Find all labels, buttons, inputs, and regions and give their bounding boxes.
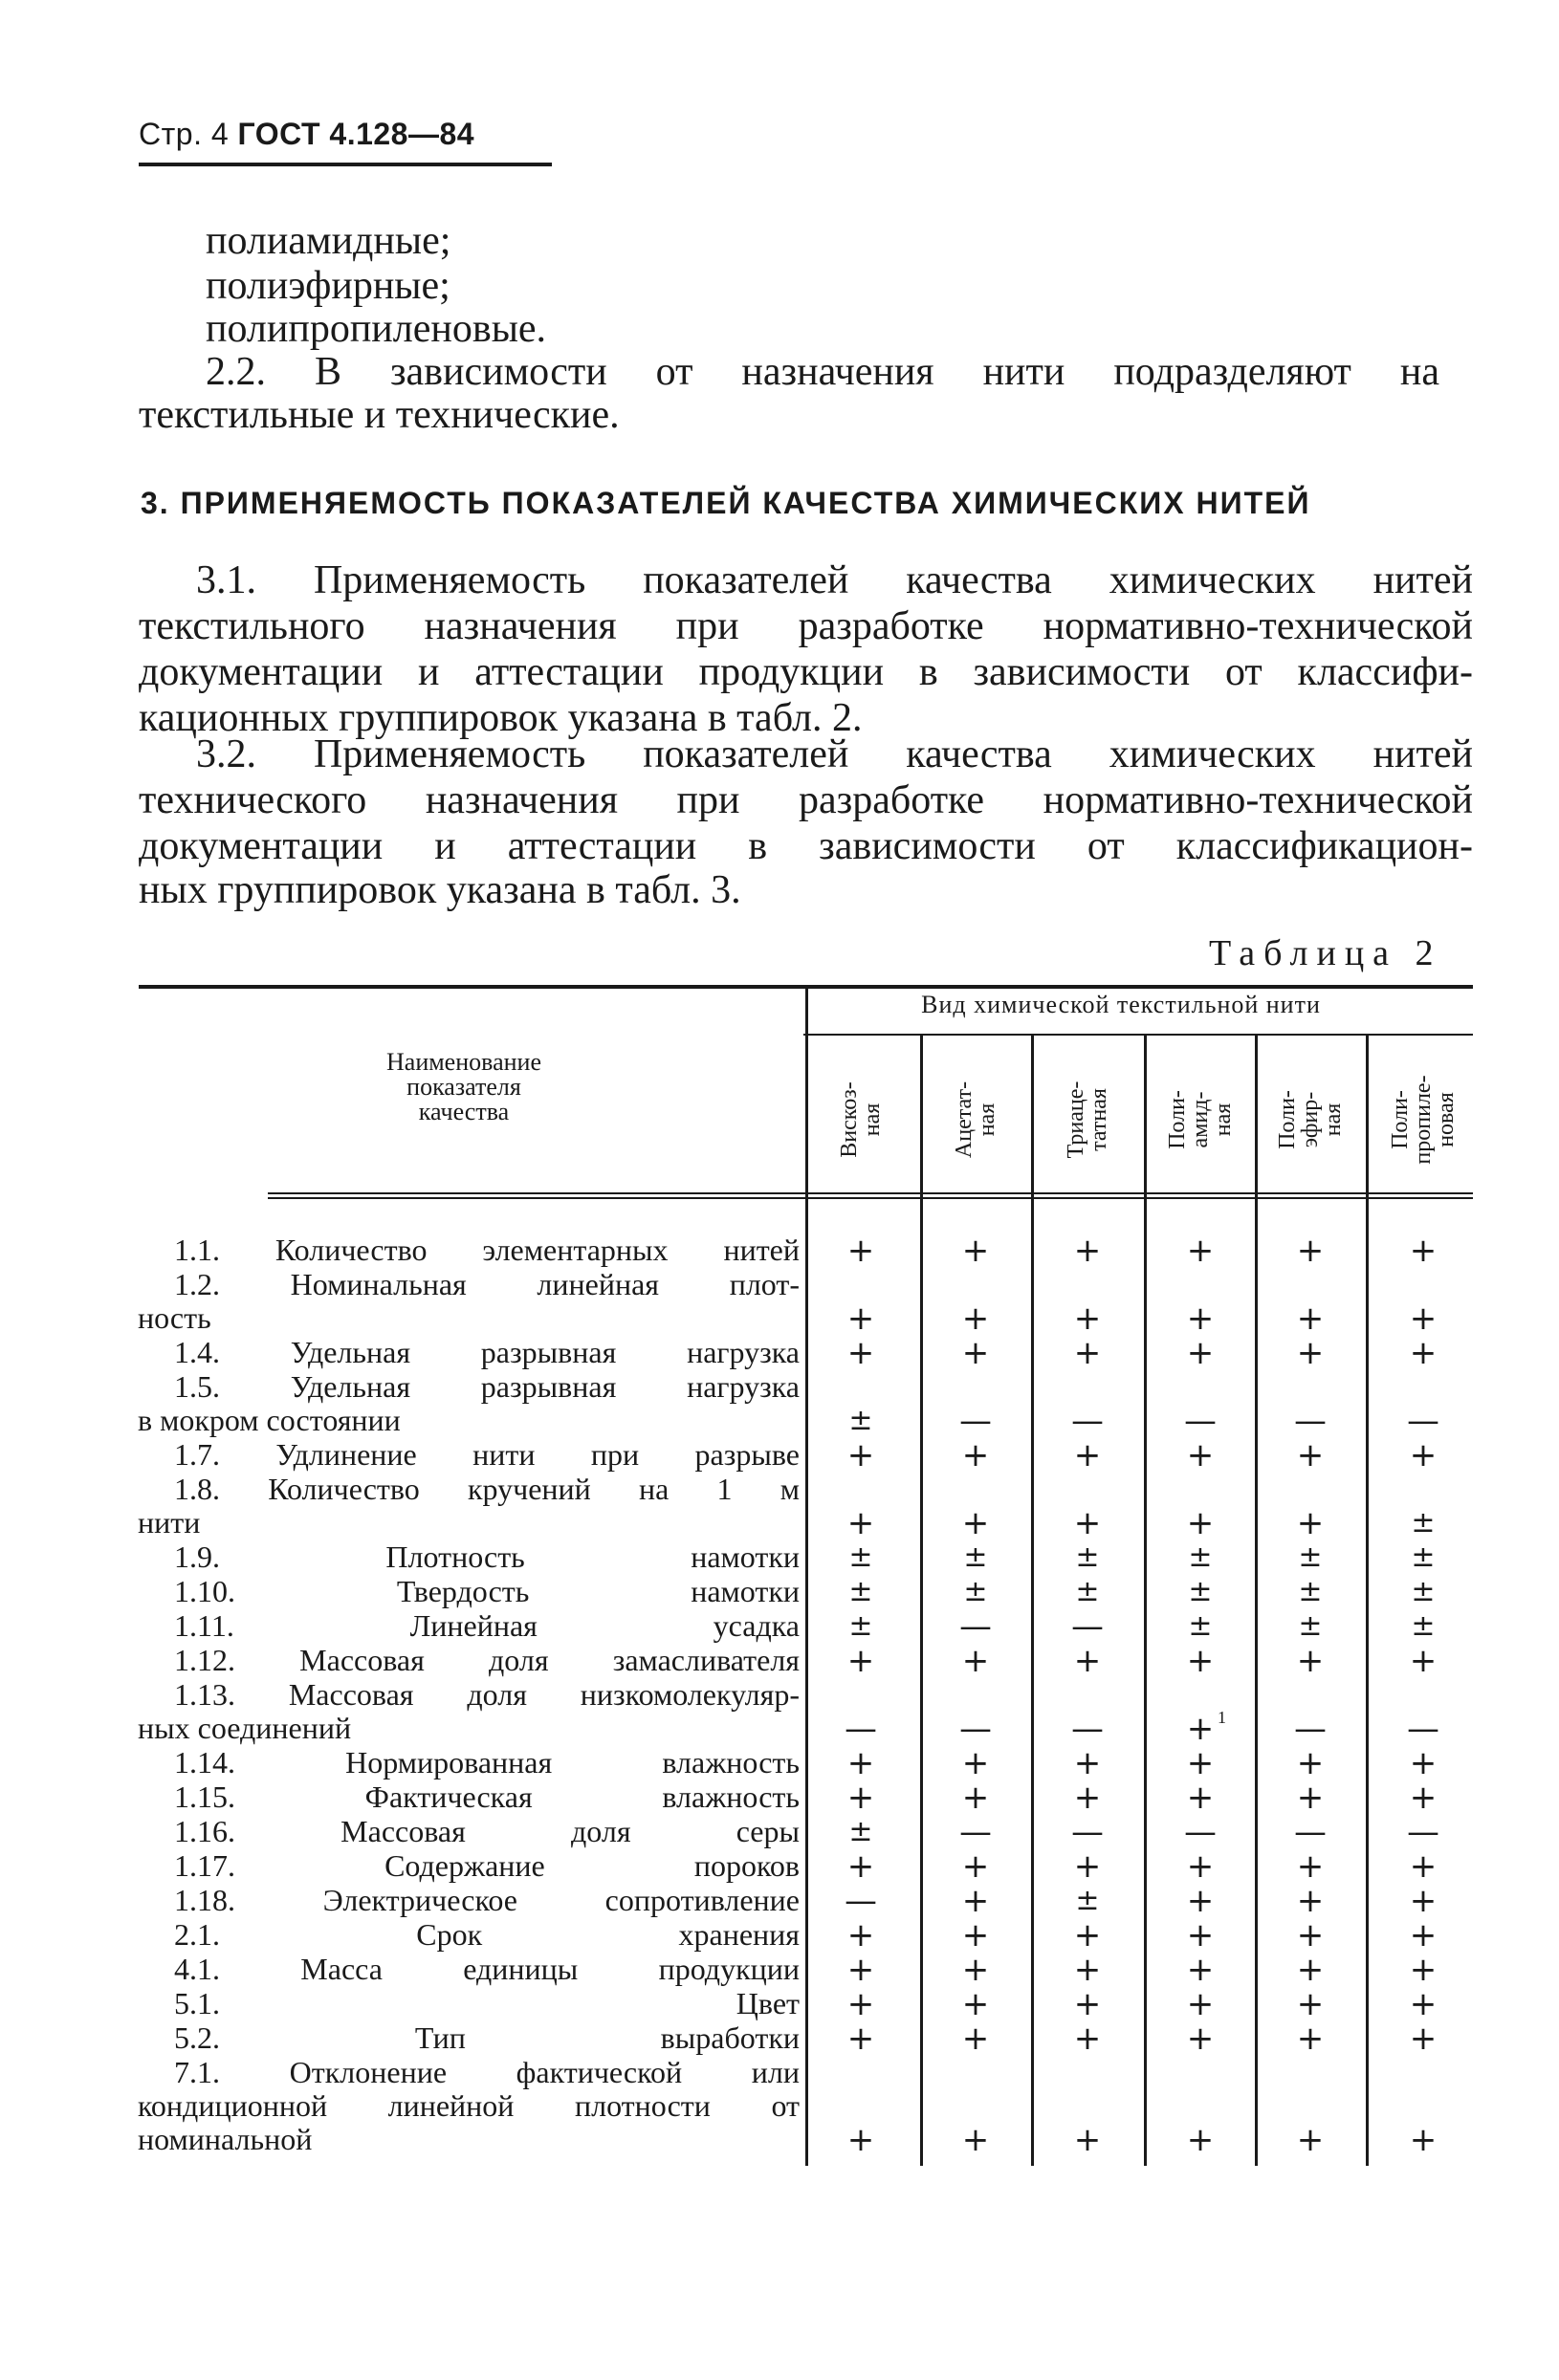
table-row-name-line: номинальной [138,2122,313,2156]
table-cell: + [1186,1642,1215,1680]
table-cell: + [961,1232,990,1270]
fiber-column-header-line: новая [1434,1092,1459,1147]
table-cell: ± [1075,1884,1100,1917]
fiber-column-header-label [1389,1075,1458,1164]
table-cell: + [961,1504,990,1542]
table-cell: ± [1411,1575,1436,1608]
table-row-name [138,1884,800,1917]
table-cell: + [1186,1951,1215,1989]
fiber-column-header [1257,1037,1364,1202]
table-caption: Таблица 2 [1209,933,1442,973]
table-column-divider [1144,1036,1147,2166]
paragraph-3-2-line: технического назначения при разработке нормативно-технической [139,778,1473,822]
table-cell: ± [1411,1506,1436,1539]
table-cell: + [1296,1882,1325,1920]
table-cell: ± [963,1540,988,1574]
table-row-name [138,1953,800,1986]
fiber-type-group-header: Вид химической текстильной нити [921,991,1321,1018]
table-cell: + [961,2020,990,2058]
table-cell: + [846,1299,875,1338]
table-cell: + [1296,1504,1325,1542]
table-cell: + [1186,1299,1215,1338]
table-cell: + [961,1951,990,1989]
table-cell: + [961,1847,990,1886]
fiber-column-header [1370,1037,1477,1202]
table-row-name [138,1780,800,1814]
table-cell: + [1186,1436,1215,1474]
table-cell: — [1294,1710,1327,1748]
table-cell: + [1186,1334,1215,1372]
name-column-header-line: Наименование [386,1048,541,1076]
fiber-column-header-line: ная [1321,1103,1346,1137]
paragraph-3-2-line: ных группировок указана в табл. 3. [139,868,741,912]
table-row-name [138,1234,800,1267]
table-cell: + [1186,1232,1215,1270]
standard-number: ГОСТ 4.128—84 [237,117,475,151]
table-row-name [138,1918,800,1952]
fiber-column-header-line: Триаце- [1064,1081,1088,1159]
table-cell: + [961,1299,990,1338]
table-cell: — [845,1882,877,1920]
table-cell: + [846,1436,875,1474]
table-cell: + [1073,1504,1102,1542]
intro-line-polyamide: полиамидные; [206,219,451,263]
table-cell: + [1073,1642,1102,1680]
table-cell: + [961,1436,990,1474]
table-row-name-line: 1.14. Нормированная влажность [174,1745,800,1780]
table-row-name [138,1540,800,1574]
table-cell: + [1409,1642,1438,1680]
footnote-marker: 1 [1218,1708,1226,1727]
paragraph-2-2-line: текстильные и технические. [139,393,620,437]
table-row-name [138,1268,800,1335]
table-cell: ± [1411,1609,1436,1643]
fiber-column-header-line: амид- [1188,1091,1213,1148]
table-cell: — [845,1710,877,1748]
table-cell: + [846,1985,875,2023]
table-cell: + [1073,1916,1102,1954]
table-cell: ± [963,1575,988,1608]
fiber-column-header-line: Поли- [1275,1090,1300,1149]
fiber-column-header [1034,1037,1141,1202]
table-row-name [138,1609,800,1643]
intro-line-polyester: полиэфирные; [206,264,450,308]
table-cell: + [846,1744,875,1782]
paragraph-2-2-line: 2.2. В зависимости от назначения нити подразделяют на [206,350,1439,394]
table-cell: + [1186,1710,1215,1748]
table-cell: ± [1188,1575,1213,1608]
table-row-name [138,1438,800,1472]
table-cell: — [959,1813,992,1851]
intro-line-polypropylene: полипропиленовые. [206,307,547,351]
fiber-column-header-line: Поли- [1165,1090,1190,1149]
table-row-name [138,1473,800,1539]
table-cell: ± [1075,1540,1100,1574]
table-cell: + [1296,2121,1325,2159]
table-row-name [138,2056,800,2156]
page-number: Стр. 4 [139,117,230,151]
fiber-column-header [1147,1037,1254,1202]
table-cell: + [1186,1744,1215,1782]
table-row-name-line: кондиционной линейной плотности от [138,2088,800,2123]
paragraph-3-1-line: документации и аттестации продукции в зависимости от классифи- [139,650,1473,694]
table-cell: + [1296,1985,1325,2023]
table-cell: + [1409,1847,1438,1886]
table-row-name [138,1336,800,1369]
table-cell: + [961,1779,990,1817]
fiber-column-header [807,1037,914,1202]
table-row-name-line: нити [138,1505,201,1539]
table-cell: + [1073,1779,1102,1817]
table-cell: + [1409,1334,1438,1372]
table-cell: + [846,1779,875,1817]
table-cell: — [1184,1813,1217,1851]
table-row-name [138,1644,800,1677]
paragraph-3-1-line: текстильного назначения при разработке нормативно-технической [139,604,1473,648]
table-row-name-line: 1.12. Массовая доля замасливателя [174,1643,800,1677]
table-row-name [138,1987,800,2020]
table-cell: + [1073,1232,1102,1270]
table-cell: + [1296,1642,1325,1680]
table-cell: + [1409,1916,1438,1954]
table-cell: ± [848,1540,873,1574]
table-cell: + [846,2020,875,2058]
table-cell: + [1073,1299,1102,1338]
table-row-name-line: 1.18. Электрическое сопротивление [174,1883,800,1917]
fiber-column-header-label [838,1081,884,1157]
table-cell: + [1186,1847,1215,1886]
table-cell: — [959,1607,992,1646]
table-cell: + [1296,1744,1325,1782]
table-cell: + [846,1504,875,1542]
table-cell: ± [1298,1609,1323,1643]
table-cell: + [961,1916,990,1954]
table-cell: + [1409,1779,1438,1817]
table-cell: — [959,1402,992,1440]
fiber-column-header-line: эфир- [1298,1091,1323,1148]
table-cell: — [1294,1402,1327,1440]
table-cell: + [1186,1779,1215,1817]
table-cell: + [1073,1951,1102,1989]
table-cell: + [1186,2020,1215,2058]
table-cell: + [1409,1951,1438,1989]
table-cell: + [1409,1985,1438,2023]
fiber-column-header-label [1166,1090,1235,1149]
table-cell: + [961,1882,990,1920]
table-row-name-line: 1.1. Количество элементарных нитей [174,1233,800,1267]
table-row-name-line: 1.8. Количество кручений на 1 м [174,1472,800,1506]
table-row-name [138,2021,800,2055]
table-cell: + [1409,2020,1438,2058]
table-row-name-line: 7.1. Отклонение фактической или [174,2055,800,2089]
table-cell: ± [1075,1575,1100,1608]
fiber-column-header-line: ная [1211,1103,1236,1137]
table-row-name-line: 1.16. Массовая доля серы [174,1814,800,1848]
table-row-name-line: 4.1. Масса единицы продукции [174,1952,800,1986]
table-row-name-line: ность [138,1300,211,1335]
table-row-name [138,1678,800,1745]
paragraph-3-1-line: кационных группировок указана в табл. 2. [139,696,863,740]
fiber-column-header-line: Вискоз- [837,1081,862,1158]
table-row-name-line: 1.13. Массовая доля низкомолекуляр- [174,1677,800,1712]
paragraph-2-2 [206,349,1439,395]
table-cell: — [959,1710,992,1748]
table-cell: + [1296,1436,1325,1474]
table-cell: ± [1411,1540,1436,1574]
table-cell: + [1186,2121,1215,2159]
table-cell: + [1073,1334,1102,1372]
table-cell: + [961,1334,990,1372]
table-cell: + [1296,1916,1325,1954]
fiber-column-header-label [953,1081,999,1158]
table-cell: — [1071,1402,1104,1440]
table-cell: + [846,1334,875,1372]
fiber-column-header-label [1276,1090,1345,1149]
table-cell: ± [1298,1540,1323,1574]
table-row-name-line: 1.17. Содержание пороков [174,1848,800,1883]
fiber-column-header-line: Поли- [1388,1090,1413,1149]
table-cell: + [1296,1334,1325,1372]
table-cell: + [1073,1744,1102,1782]
table-cell: — [1184,1402,1217,1440]
fiber-column-header-line: ная [860,1103,885,1137]
name-column-header-line: качества [418,1098,510,1125]
name-column-header [287,1050,641,1124]
table-cell: + [961,1985,990,2023]
table-cell: + [1409,1744,1438,1782]
table-cell: — [1071,1607,1104,1646]
fiber-column-header-line: Ацетат- [952,1081,977,1159]
table-cell: + [1073,1436,1102,1474]
table-cell: + [1186,1916,1215,1954]
table-cell: + [1296,1232,1325,1270]
table-row-name-line: в мокром состоянии [138,1403,401,1437]
table-cell: ± [848,1815,873,1848]
table-row-name-line: 1.10. Твердость намотки [174,1574,800,1608]
table-row-name-line: 1.4. Удельная разрывная нагрузка [174,1335,800,1369]
table-cell: ± [1298,1575,1323,1608]
section-title: 3. ПРИМЕНЯЕМОСТЬ ПОКАЗАТЕЛЕЙ КАЧЕСТВА ХИМИЧЕСКИХ НИТЕЙ [141,486,1311,520]
table-row-name [138,1370,800,1437]
table-row-name [138,1815,800,1848]
table-cell: — [1407,1813,1439,1851]
table-cell: + [846,1951,875,1989]
table-cell: + [1186,1985,1215,2023]
table-row-name-line: 1.11. Линейная усадка [174,1608,800,1643]
table-cell: — [1071,1710,1104,1748]
table-row-name-line: 5.2. Тип выработки [174,2020,800,2055]
table-cell: — [1407,1402,1439,1440]
page-header [139,117,474,152]
table-cell: + [1296,1951,1325,1989]
header-divider [139,163,552,166]
table-row-name-line: 5.1. Цвет [174,1986,800,2020]
table-cell: + [846,2121,875,2159]
table-row-name [138,1575,800,1608]
table-cell: + [1409,2121,1438,2159]
table-cell: + [1409,1232,1438,1270]
table-cell: + [846,1642,875,1680]
table-row-name-line: 1.5. Удельная разрывная нагрузка [174,1369,800,1404]
fiber-column-header-line: пропиле- [1411,1075,1436,1165]
table-cell: — [1407,1710,1439,1748]
table-row-name-line: 1.9. Плотность намотки [174,1539,800,1574]
table-cell: ± [848,1575,873,1608]
table-column-divider [1255,1036,1258,2166]
table-row-name [138,1849,800,1883]
table-cell: + [1186,1504,1215,1542]
table-cell: + [1409,1299,1438,1338]
table-cell: + [1073,1985,1102,2023]
table-group-rule [803,1034,1473,1036]
table-column-divider [1031,1036,1034,2166]
table-cell: + [1073,2020,1102,2058]
table-cell: + [961,1642,990,1680]
table-cell: + [1186,1882,1215,1920]
table-cell: + [1296,1299,1325,1338]
table-row-name [138,1746,800,1780]
table-cell: — [1071,1813,1104,1851]
table-cell: — [1294,1813,1327,1851]
table-name-column-divider [805,989,808,2166]
table-cell: + [1296,1847,1325,1886]
table-cell: + [961,1744,990,1782]
table-column-divider [1366,1036,1369,2166]
fiber-column-header-line: татная [1087,1088,1111,1151]
table-row-name-line: 1.2. Номинальная линейная плот- [174,1267,800,1301]
table-row-name-line: 2.1. Срок хранения [174,1917,800,1952]
table-cell: ± [1188,1540,1213,1574]
table-cell: + [1073,1847,1102,1886]
paragraph-3-2-line: 3.2. Применяемость показателей качества химических нитей [196,732,1473,776]
fiber-column-header-label [1065,1081,1110,1159]
table-cell: + [846,1232,875,1270]
table-cell: + [1296,2020,1325,2058]
fiber-column-header [922,1037,1029,1202]
table-cell: + [1073,2121,1102,2159]
table-cell: + [846,1916,875,1954]
fiber-column-header-line: ная [975,1103,999,1137]
paragraph-3-2-line: документации и аттестации в зависимости от классификацион- [139,824,1473,868]
table-cell: + [1409,1882,1438,1920]
table-cell: + [1409,1436,1438,1474]
table-cell: ± [848,1609,873,1643]
table-row-name-line: 1.7. Удлинение нити при разрыве [174,1437,800,1472]
table-cell: ± [848,1404,873,1437]
table-cell: + [846,1847,875,1886]
table-column-divider [920,1036,923,2166]
table-cell: ± [1188,1609,1213,1643]
table-row-name-line: 1.15. Фактическая влажность [174,1780,800,1814]
name-column-header-line: показателя [406,1073,521,1101]
table-row-name-line: ных соединений [138,1711,352,1745]
paragraph-3-1-line: 3.1. Применяемость показателей качества химических нитей [196,558,1473,602]
table-cell: + [961,2121,990,2159]
paragraph-3-1 [139,557,1473,695]
table-cell: + [1296,1779,1325,1817]
paragraph-3-2 [139,731,1473,869]
